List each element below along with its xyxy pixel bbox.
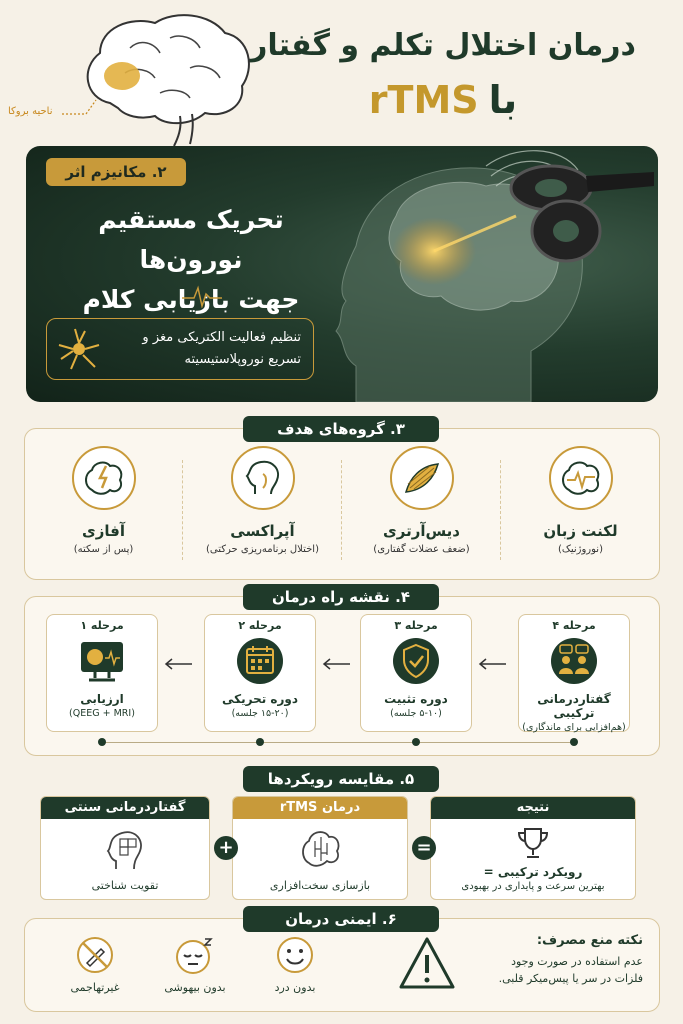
no-scalpel-icon	[75, 935, 115, 975]
page-title: درمان اختلال تکلم و گفتار	[250, 28, 636, 63]
compare-result-line1: رویکرد ترکیبی =	[483, 865, 583, 879]
contraindication-text	[463, 953, 643, 987]
mechanism-box	[46, 318, 314, 380]
timeline-line	[100, 742, 574, 743]
equals-sign: =	[412, 836, 436, 860]
mechanism-tag: ۲. مکانیزم اثر	[46, 158, 186, 186]
page-subtitle	[263, 78, 623, 122]
group-item-apraxia	[183, 440, 342, 580]
compare-traditional	[40, 796, 210, 900]
group-sub: (اختلال برنامه‌ریزی حرکتی)	[206, 544, 319, 555]
roadmap-step-4	[518, 614, 630, 732]
timeline-dot	[570, 738, 578, 746]
broca-label: ناحیه بروکا	[8, 106, 53, 117]
compare-title: ۵. مقایسه رویکردها	[243, 766, 439, 792]
step-name: دوره تحریکی	[221, 692, 299, 706]
step-name: دوره تثبیت	[384, 692, 448, 706]
group-item-dysarthria	[342, 440, 501, 580]
compare-result-line2: بهترین سرعت و پایداری در بهبودی	[461, 881, 605, 892]
step-name: ارزیابی	[80, 692, 124, 706]
safety-item-painless	[253, 935, 337, 994]
target-groups-title: ۳. گروه‌های هدف	[243, 416, 439, 442]
plus-sign: +	[214, 836, 238, 860]
safety-item-label: بدون درد	[274, 981, 316, 994]
safety-item-label: غیرتهاجمی	[70, 981, 120, 994]
broca-pointer-icon	[60, 96, 100, 118]
safety-item-label: بدون بیهوشی	[164, 981, 226, 994]
brain-wave-icon	[549, 446, 613, 510]
safety-item-no-anesthesia	[153, 935, 237, 994]
step-label: مرحله ۲	[238, 619, 282, 632]
divider	[500, 460, 501, 560]
step-sub: (۵-۱۰ جلسه)	[390, 708, 442, 719]
group-sub: (پس از سکته)	[73, 544, 134, 555]
roadmap-step-3	[360, 614, 472, 732]
pulse-icon	[182, 284, 222, 308]
monitor-brain-icon	[75, 636, 129, 686]
timeline-dot	[98, 738, 106, 746]
step-label: مرحله ۴	[552, 619, 596, 632]
warning-icon	[397, 935, 457, 991]
group-name: لکنت زبان	[543, 522, 618, 540]
group-name: آفازی	[82, 522, 125, 540]
contraindication-title: نکته منع مصرف:	[536, 933, 643, 948]
contraindication-line2: فلزات در سر یا پیس‌میکر قلبی.	[498, 972, 643, 985]
step-label: مرحله ۳	[394, 619, 438, 632]
roadmap-step-1	[46, 614, 158, 732]
step-name: گفتاردرمانی ترکیبی	[537, 692, 611, 720]
mechanism-box-text	[101, 327, 301, 371]
group-sub: (ضعف عضلات گفتاری)	[373, 544, 470, 555]
safety-item-noninvasive	[53, 935, 137, 994]
group-name: دیس‌آرتری	[382, 522, 461, 540]
head-coil-illustration-icon	[316, 146, 658, 402]
roadmap-title: ۴. نقشه راه درمان	[243, 584, 439, 610]
compare-trad-txt: تقویت شناختی	[91, 879, 159, 892]
brain-circuit-icon	[297, 827, 343, 871]
timeline-dot	[412, 738, 420, 746]
group-sub: (نوروژنیک)	[558, 544, 603, 555]
safety-section	[24, 918, 660, 1012]
mechanism-banner	[26, 146, 658, 402]
mechanism-heading-line1: تحریک مستقیم نورون‌ها	[98, 205, 284, 274]
head-puzzle-icon	[102, 827, 148, 871]
compare-rtms	[232, 796, 408, 900]
arrow-icon	[322, 658, 352, 670]
mechanism-box-line1: تنظیم فعالیت الکتریکی مغز و	[142, 330, 301, 345]
compare-rtms-txt: بازسازی سخت‌افزاری	[269, 879, 371, 892]
compare-trad-head: گفتاردرمانی سنتی	[41, 797, 209, 819]
group-item-stuttering	[501, 440, 660, 580]
arrow-icon	[164, 658, 194, 670]
group-item-aphasia	[24, 440, 183, 580]
muscle-icon	[390, 446, 454, 510]
mechanism-box-line2: تسریع نوروپلاستیسیته	[184, 352, 301, 367]
compare-result	[430, 796, 636, 900]
subtitle-rtms: rTMS	[368, 78, 479, 122]
arrow-icon	[478, 658, 508, 670]
safety-title: ۶. ایمنی درمان	[243, 906, 439, 932]
step-label: مرحله ۱	[80, 619, 124, 632]
speech-people-icon	[547, 636, 601, 686]
roadmap-step-2	[204, 614, 316, 732]
calendar-icon	[233, 636, 287, 686]
divider	[182, 460, 183, 560]
smile-icon	[275, 935, 315, 975]
brain-bolt-icon	[72, 446, 136, 510]
brain-illustration-icon	[70, 8, 260, 148]
compare-result-head: نتیجه	[431, 797, 635, 819]
sleep-face-icon	[173, 935, 217, 975]
divider	[341, 460, 342, 560]
trophy-icon	[513, 825, 553, 861]
head-profile-icon	[231, 446, 295, 510]
subtitle-ba: با	[488, 78, 518, 122]
step-sub: (هم‌افزایی برای ماندگاری)	[522, 722, 626, 733]
shield-check-icon	[389, 636, 443, 686]
neuron-icon	[55, 325, 103, 373]
mechanism-heading-line2: جهت بازیابی کلام	[82, 285, 300, 314]
compare-rtms-head: درمان rTMS	[233, 797, 407, 819]
step-sub: (QEEG + MRI)	[69, 708, 135, 719]
timeline-dot	[256, 738, 264, 746]
contraindication-line1: عدم استفاده در صورت وجود	[511, 955, 643, 968]
step-sub: (۱۵-۲۰ جلسه)	[231, 708, 289, 719]
group-name: آپراکسی	[230, 522, 295, 540]
